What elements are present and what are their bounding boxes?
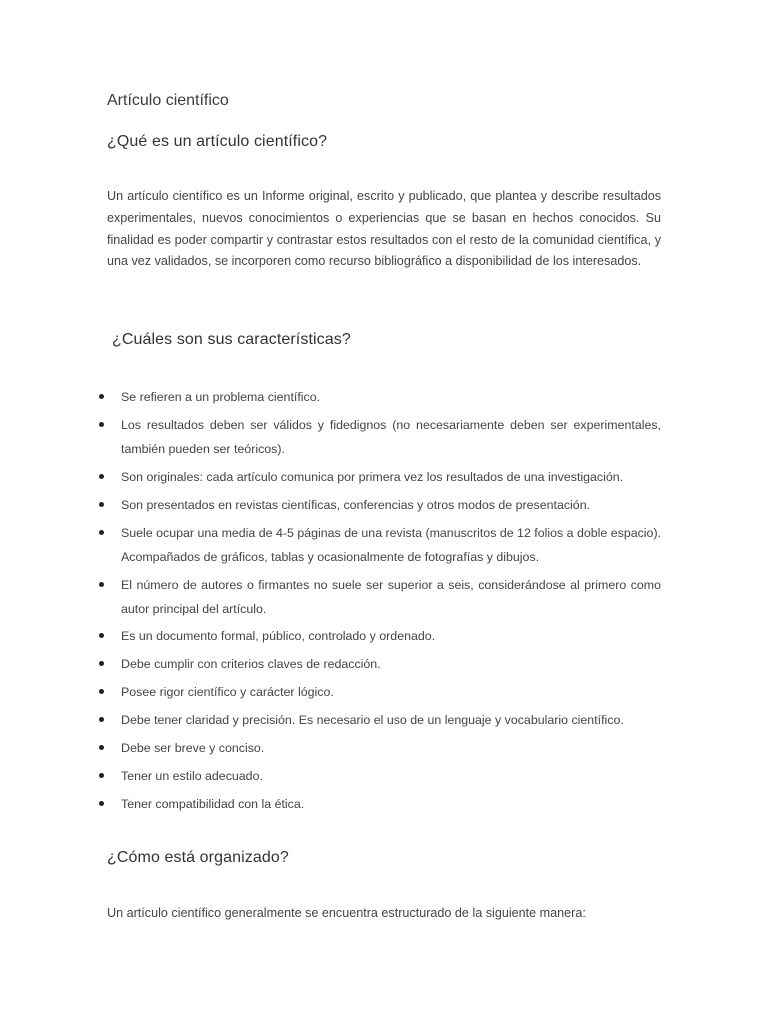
bullet-icon bbox=[99, 582, 104, 587]
bullet-icon bbox=[99, 661, 104, 666]
bullet-icon bbox=[99, 502, 104, 507]
list-item bbox=[121, 573, 661, 621]
list-item-text: Son presentados en revistas científicas, conferencias y otros modos de presentación. bbox=[121, 498, 591, 512]
list-item-text: Posee rigor científico y carácter lógico. bbox=[121, 685, 334, 699]
bullet-icon bbox=[99, 745, 104, 750]
list-item-text: Tener compatibilidad con la ética. bbox=[121, 797, 305, 811]
list-item-text: Debe ser breve y conciso. bbox=[121, 741, 265, 755]
list-item bbox=[121, 792, 661, 816]
list-item-text: Es un documento formal, público, controlado y ordenado. bbox=[121, 629, 436, 643]
list-item bbox=[121, 736, 661, 760]
list-item-text: Tener un estilo adecuado. bbox=[121, 769, 263, 783]
list-item bbox=[121, 708, 661, 732]
bullet-icon bbox=[99, 801, 104, 806]
list-item-text: Se refieren a un problema científico. bbox=[121, 390, 321, 404]
bullet-icon bbox=[99, 773, 104, 778]
bullet-icon bbox=[99, 633, 104, 638]
heading-organization: ¿Cómo está organizado? bbox=[107, 849, 289, 866]
bullet-icon bbox=[99, 530, 104, 535]
bullet-icon bbox=[99, 717, 104, 722]
list-item-text: Son originales: cada artículo comunica por primera vez los resultados de una investigación. bbox=[121, 470, 624, 484]
list-item bbox=[121, 652, 661, 676]
list-item-text: Los resultados deben ser válidos y fidedignos (no necesariamente deben ser experimentales, también pueden ser teóricos). bbox=[121, 418, 661, 456]
list-item bbox=[121, 521, 661, 569]
list-item bbox=[121, 385, 661, 409]
bullet-icon bbox=[99, 422, 104, 427]
document-title: Artículo científico bbox=[107, 92, 229, 109]
paragraph-definition: Un artículo científico es un Informe original, escrito y publicado, que plantea y describe resultados experimentales, nuevos conocimientos o experiencias que se basan en hechos conocidos. Su finalidad es poder compartir y contrastar estos resultados con el resto de la comunidad científica, y una vez validados, se incorporen como recurso bibliográfico a disponibilidad de los interesados. bbox=[107, 189, 661, 269]
list-item bbox=[121, 465, 661, 489]
list-item bbox=[121, 764, 661, 788]
heading-characteristics: ¿Cuáles son sus características? bbox=[112, 331, 351, 348]
list-item-text: Suele ocupar una media de 4-5 páginas de una revista (manuscritos de 12 folios a doble espacio). Acompañados de gráficos, tablas y ocasionalmente de fotografías y dibujos. bbox=[121, 526, 662, 564]
list-item-text: Debe tener claridad y precisión. Es necesario el uso de un lenguaje y vocabulario científico. bbox=[121, 713, 624, 727]
list-item bbox=[121, 680, 661, 704]
bullet-icon bbox=[99, 394, 104, 399]
paragraph-organization: Un artículo científico generalmente se encuentra estructurado de la siguiente manera: bbox=[107, 906, 586, 920]
bullet-icon bbox=[99, 474, 104, 479]
bullet-icon bbox=[99, 689, 104, 694]
list-item-text: Debe cumplir con criterios claves de redacción. bbox=[121, 657, 381, 671]
heading-what-is: ¿Qué es un artículo científico? bbox=[107, 133, 328, 150]
list-item bbox=[121, 493, 661, 517]
list-item-text: El número de autores o firmantes no suele ser superior a seis, considerándose al primero como autor principal del artículo. bbox=[121, 578, 661, 616]
list-item bbox=[121, 413, 661, 461]
list-item bbox=[121, 624, 661, 648]
